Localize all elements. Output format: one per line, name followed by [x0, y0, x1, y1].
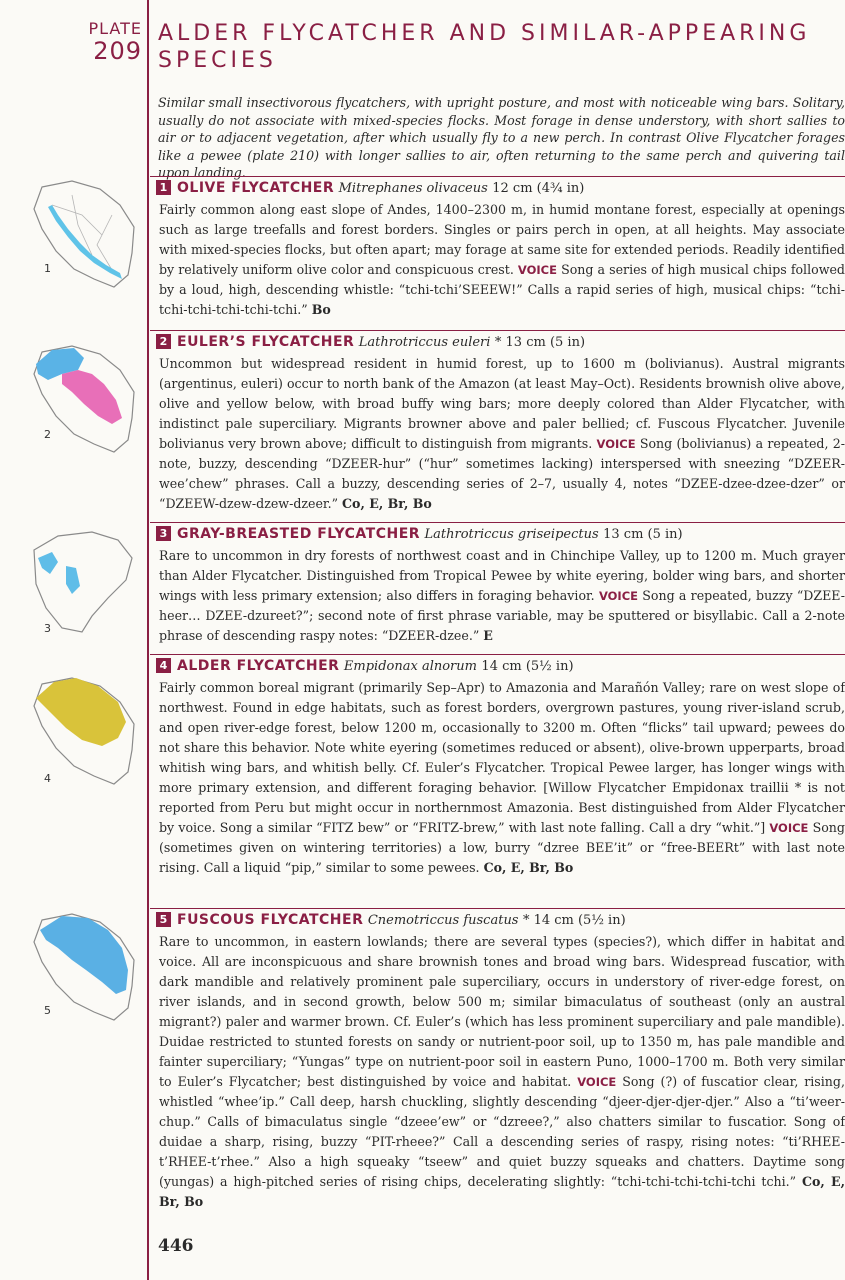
country-codes: Co, E, Br, Bo	[483, 860, 574, 875]
voice-label: VOICE	[596, 437, 636, 451]
voice-description: Song (?) of fuscatior clear, rising, whistled “whee’ip.” Call deep, harsh chuckling, slightly descending “djeer-djer-djer-djer.” Also a “ti’weer-chup.” Calls of bimaculatus single “dzeee’ew” or “dzreee?,” also chatters similar to fuscatior. Song of duidae a sharp, rising, buzzy “PIT-rheee?” Call a descending series of raspy, rising notes: “ti’RHEE-t’RHEE-t’rhee.” Also a high squeaky “tseew” and quiet buzzy squeaks and chatters. Daytime song (yungas) a high-pitched series of rising chips, decelerating slightly: “tchi-tchi-tchi-tchi-tchi tchi.”	[159, 1074, 845, 1189]
common-name: OLIVE FLYCATCHER	[177, 180, 335, 196]
map-number: 3	[44, 622, 51, 635]
scientific-name: Cnemotriccus fuscatus	[367, 913, 519, 928]
common-name: EULER’S FLYCATCHER	[177, 334, 355, 350]
common-name: GRAY-BREASTED FLYCATCHER	[177, 526, 421, 542]
map-number: 1	[44, 262, 51, 275]
species-number: 2	[156, 334, 171, 349]
description: Rare to uncommon in dry forests of northwest coast and in Chinchipe Valley, up to 1200 m. Much grayer than Alder Flycatcher. Distinguished from Tropical Pewee by white eyering, bolder wing bars, and shorter wings with less primary extension; also differs in foraging behavior.	[159, 548, 845, 603]
plate-word: PLATE	[88, 19, 142, 38]
page-title: ALDER FLYCATCHER AND SIMILAR-APPEARING SPECIES	[158, 21, 811, 73]
intro-paragraph: Similar small insectivorous flycatchers, with upright posture, and most with noticeable wing bars. Solitary, usually do not associate with mixed-species flocks. Most forage in dense understory, with short sallies to air or to adjacent vegetation, after which usually fly to a new perch. In contrast Olive Flycatcher forages like a pewee (plate 210) with longer sallies to air, often returning to the same perch and quivering tail upon landing.	[158, 95, 845, 180]
species-text	[150, 544, 845, 646]
species-entry-3	[150, 522, 845, 646]
species-header	[150, 330, 845, 352]
range-map-1	[22, 175, 147, 300]
species-entry-5	[150, 908, 845, 1212]
map-number: 2	[44, 428, 51, 441]
map-number: 5	[44, 1004, 51, 1017]
voice-label: VOICE	[769, 821, 809, 835]
plate-number: 209	[93, 37, 142, 65]
species-entry-1	[150, 176, 845, 320]
range-map-2	[22, 340, 147, 460]
voice-label: VOICE	[577, 1075, 617, 1089]
department-lines	[52, 195, 112, 270]
species-entry-4	[150, 654, 845, 878]
common-name: ALDER FLYCATCHER	[177, 658, 340, 674]
species-entry-2	[150, 330, 845, 514]
species-text	[150, 930, 845, 1212]
species-header	[150, 176, 845, 198]
page-number: 446	[158, 1236, 194, 1256]
margin-rule	[147, 0, 149, 1280]
plate-label	[82, 20, 142, 64]
species-number: 3	[156, 526, 171, 541]
scientific-name: Mitrephanes olivaceus	[338, 181, 488, 196]
country-codes: Bo	[311, 302, 331, 317]
range-map-5	[22, 908, 147, 1033]
country-codes: E	[483, 628, 493, 643]
map-number: 4	[44, 772, 51, 785]
measurement: 13 cm (5 in)	[603, 527, 683, 542]
voice-label: VOICE	[517, 263, 557, 277]
range-area	[40, 916, 128, 994]
species-text	[150, 676, 845, 878]
species-number: 4	[156, 658, 171, 673]
scientific-name: Lathrotriccus euleri	[358, 335, 491, 350]
range-area	[48, 205, 122, 279]
species-text	[150, 198, 845, 320]
voice-description: Song (sometimes given on wintering territories) a low, burry “dzree BEE’it” or “free-BEERt” with last note rising. Call a liquid “pip,” similar to some pewees.	[159, 820, 845, 875]
description: Uncommon but widespread resident in humid forest, up to 1600 m (bolivianus). Austral migrants (argentinus, euleri) occur to north bank of the Amazon (at least May–Oct). Residents brownish olive above, olive and yellow below, with broad buffy wing bars; more deeply colored than Alder Flycatcher, with indistinct pale superciliary. Migrants browner above and paler bellied; cf. Fuscous Flycatcher. Juvenile bolivianus very brown above; difficult to distinguish from migrants.	[159, 356, 845, 451]
measurement: * 13 cm (5 in)	[494, 335, 586, 350]
species-number: 1	[156, 180, 171, 195]
species-number: 5	[156, 912, 171, 927]
range-area	[36, 678, 126, 746]
voice-label: VOICE	[598, 589, 638, 603]
description: Fairly common boreal migrant (primarily Sep–Apr) to Amazonia and Marañón Valley; rare on west slope of northwest. Found in edge habitats, such as forest borders, overgrown pastures, young river-island scrub, and open river-edge forest, below 1200 m, occasionally to 3200 m. Often “flicks” tail upward; pewees do not share this behavior. Note white eyering (sometimes reduced or absent), olive-brown upperparts, broad whitish wing bars, and whitish belly. Cf. Euler’s Flycatcher. Tropical Pewee larger, has longer wings with more primary extension, and different foraging behavior. [Willow Flycatcher Empidonax traillii * is not reported from Peru but might occur in northernmost Amazonia. Best distinguished from Alder Flycatcher by voice. Song a similar “FITZ bew” or “FRITZ-brew,” with last note falling. Call a dry “whit.”]	[159, 680, 845, 835]
range-area-valley	[66, 566, 80, 594]
country-codes: Co, E, Br, Bo	[342, 496, 432, 511]
range-map-3	[22, 528, 147, 648]
range-area-resident	[62, 370, 122, 424]
voice-description: Song a repeated, buzzy “DZEE-heer… DZEE-dzureet?”; second note of first phrase variable, may be sputtered or bisyllabic. Call a 2-note phrase of descending raspy notes: “DZEER-dzee.”	[159, 588, 845, 643]
voice-description: Song a series of high musical chips followed by a loud, high, descending whistle: “tchi-tchi’SEEEW!” Calls a rapid series of high, musical chips: “tchi-tchi-tchi-tchi-tchi-tchi.”	[159, 262, 845, 317]
voice-description: Song (bolivianus) a repeated, 2-note, buzzy, descending “DZEER-hur” (“hur” sometimes lacking) interspersed with sneezing “DZEER-wee’chew” phrases. Call a buzzy, descending series of 2–7, usually 4, notes “DZEE-dzee-dzee-dzer” or “DZEEW-dzew-dzew-dzeer.”	[159, 436, 845, 511]
scientific-name: Lathrotriccus griseipectus	[424, 527, 599, 542]
description: Fairly common along east slope of Andes, 1400–2300 m, in humid montane forest, especially at openings such as large treefalls and forest borders. Singles or pairs perch in open, at all heights. May associate with mixed-species flocks, but often apart; may forage at same site for extended periods. Readily identified by relatively uniform olive color and conspicuous crest.	[159, 202, 845, 277]
scientific-name: Empidonax alnorum	[343, 659, 477, 674]
species-text	[150, 352, 845, 514]
range-map-4	[22, 672, 147, 790]
measurement: * 14 cm (5½ in)	[522, 913, 626, 928]
country-codes: Co, E, Br, Bo	[159, 1174, 845, 1209]
measurement: 14 cm (5½ in)	[481, 659, 574, 674]
description: Rare to uncommon, in eastern lowlands; there are several types (species?), which differ in habitat and voice. All are inconspicuous and share brownish tones and broad wing bars. Widespread fuscatior, with dark mandible and relatively prominent pale superciliary, occurs in understory of river-edge forest, on river islands, and in second growth, below 500 m; similar bimaculatus of southeast (only an austral migrant?) paler and warmer brown. Cf. Euler’s (which has less prominent superciliary and pale mandible). Duidae restricted to stunted forests on sandy or nutrient-poor soil, up to 1350 m, has pale mandible and fainter superciliary; “Yungas” type on nutrient-poor soil in eastern Puno, 1000–1700 m. Both very similar to Euler’s Flycatcher; best distinguished by voice and habitat.	[159, 934, 845, 1089]
species-header	[150, 908, 845, 930]
measurement: 12 cm (4¾ in)	[492, 181, 585, 196]
common-name: FUSCOUS FLYCATCHER	[177, 912, 364, 928]
species-header	[150, 522, 845, 544]
peru-outline	[34, 532, 132, 632]
species-header	[150, 654, 845, 676]
range-area-coast	[38, 552, 58, 574]
